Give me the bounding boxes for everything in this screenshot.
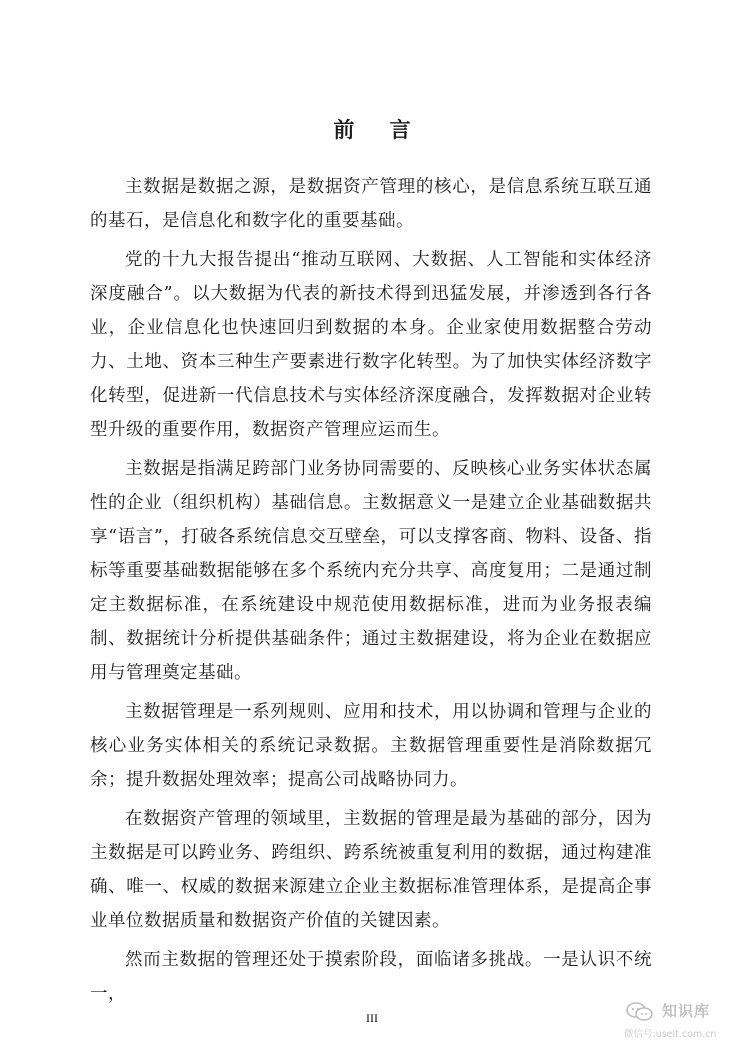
watermark-account: 微信号:useit.com.cn	[624, 1029, 717, 1040]
page-title: 前 言	[333, 118, 425, 142]
paragraph-2: 党的十九大报告提出“推动互联网、大数据、人工智能和实体经济深度融合”。以大数据为代表的新技术得到迅猛发展，并渗透到各行各业，企业信息化也快速回归到数据的本身。企业家使用数据整合劳动力、土地、资本三种生产要素进行数字化转型。为了加快实体经济数字化转型，促进新一代信息技术与实体经济深度融合，发挥数据对企业转型升级的重要作用，数据资产管理应运而生。	[90, 250, 652, 440]
paragraph-4: 主数据管理是一系列规则、应用和技术，用以协调和管理与企业的核心业务实体相关的系统记录数据。主数据管理重要性是消除数据冗余；提升数据处理效率；提高公司战略协同力。	[90, 702, 652, 790]
paragraph-6: 然而主数据的管理还处于摸索阶段，面临诸多挑战。一是认识不统一，	[90, 950, 652, 1004]
paragraph-5: 在数据资产管理的领域里，主数据的管理是最为基础的部分，因为主数据是可以跨业务、跨组织、跨系统被重复利用的数据，通过构建准确、唯一、权威的数据来源建立企业主数据标准管理体系，是提高企事业单位数据质量和数据资产价值的关键因素。	[90, 809, 652, 931]
body-text	[90, 170, 652, 1016]
watermark	[622, 998, 734, 1042]
page-number: III	[366, 1011, 378, 1025]
watermark-brand: 知识库	[662, 1002, 711, 1020]
paragraph-1: 主数据是数据之源，是数据资产管理的核心，是信息系统互联互通的基石，是信息化和数字化的重要基础。	[90, 177, 652, 231]
paragraph-3: 主数据是指满足跨部门业务协同需要的、反映核心业务实体状态属性的企业（组织机构）基础信息。主数据意义一是建立企业基础数据共享“语言”，打破各系统信息交互壁垒，可以支撑客商、物料、设备、指标等重要基础数据能够在多个系统内充分共享、高度复用；二是通过制定主数据标准，在系统建设中规范使用数据标准，进而为业务报表编制、数据统计分析提供基础条件；通过主数据建设，将为企业在数据应用与管理奠定基础。	[90, 459, 652, 683]
wechat-icon	[626, 1002, 654, 1022]
